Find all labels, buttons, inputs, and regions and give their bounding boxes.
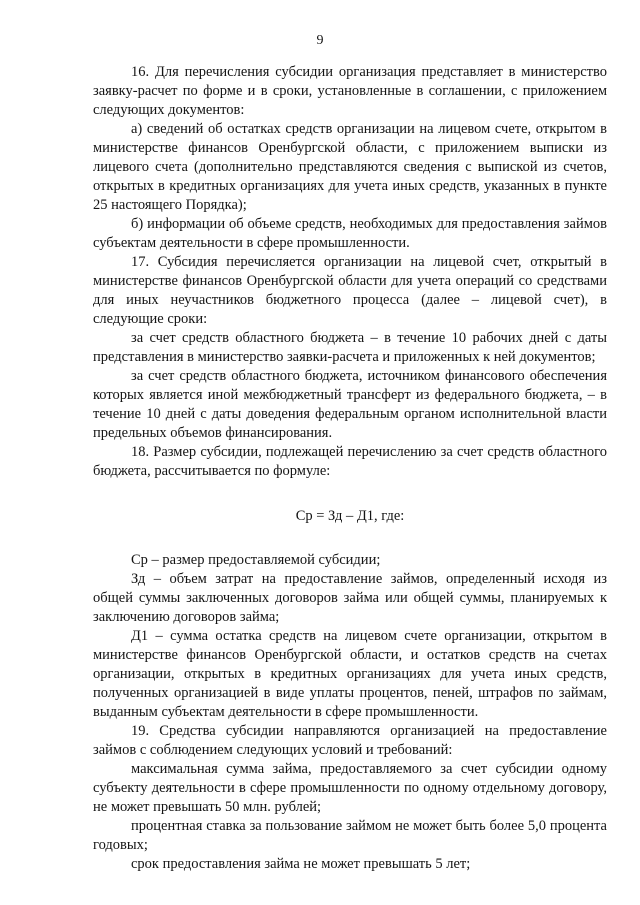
page-number: 9 bbox=[316, 33, 324, 48]
paragraph-17-term-1: за счет средств областного бюджета – в течение 10 рабочих дней с даты представления в министерство заявки-расчета и приложенных к ней документов; bbox=[93, 330, 607, 365]
paragraph-16-item-a: а) сведений об остатках средств организации на лицевом счете, открытом в министерстве финансов Оренбургской области, с приложением выписки из лицевого счета (дополнительно представляются сведения с выпиской из счетов, открытых в кредитных организациях для учета иных средств, указанных в пункте 25 настоящего Порядка); bbox=[93, 121, 607, 213]
condition-loan-term: срок предоставления займа не может превышать 5 лет; bbox=[131, 856, 471, 872]
paragraph-16-item-b: б) информации об объеме средств, необходимых для предоставления займов субъектам деятельности в сфере промышленности. bbox=[93, 216, 607, 251]
condition-interest-rate: процентная ставка за пользование займом не может быть более 5,0 процента годовых; bbox=[93, 818, 607, 853]
definition-d1: Д1 – сумма остатка средств на лицевом счете организации, открытом в министерстве финансов Оренбургской области, и остатков средств на счетах организации, открытых в кредитных организациях для учета иных средств, полученных организацией в виде уплаты процентов, пеней, штрафов по займам, выданным субъектам деятельности в сфере промышленности. bbox=[93, 628, 607, 720]
paragraph-18: 18. Размер субсидии, подлежащей перечислению за счет средств областного бюджета, рассчитывается по формуле: bbox=[93, 444, 607, 479]
document-body bbox=[93, 63, 607, 874]
paragraph-19: 19. Средства субсидии направляются организацией на предоставление займов с соблюдением следующих условий и требований: bbox=[93, 723, 607, 758]
definition-zd: Зд – объем затрат на предоставление займов, определенный исходя из общей суммы заключенных договоров займа или общей суммы, планируемых к заключению договоров займа; bbox=[93, 571, 607, 625]
paragraph-16: 16. Для перечисления субсидии организация представляет в министерство заявку-расчет по форме и в сроки, установленные в соглашении, с приложением следующих документов: bbox=[93, 64, 607, 118]
subsidy-formula: Ср = Зд – Д1, где: bbox=[295, 508, 405, 524]
paragraph-17: 17. Субсидия перечисляется организации на лицевой счет, открытый в министерстве финансов Оренбургской области для учета операций со средствами для иных неучастников бюджетного процесса (далее – лицевой счет), в следующие сроки: bbox=[93, 254, 607, 327]
paragraph-17-term-2: за счет средств областного бюджета, источником финансового обеспечения которых является иной межбюджетный трансферт из федерального бюджета, – в течение 10 дней с даты доведения федеральным органом исполнительной власти предельных объемов финансирования. bbox=[93, 368, 607, 441]
definition-sr: Ср – размер предоставляемой субсидии; bbox=[131, 552, 381, 568]
condition-max-loan: максимальная сумма займа, предоставляемого за счет субсидии одному субъекту деятельности в сфере промышленности по одному отдельному договору, не может превышать 50 млн. рублей; bbox=[93, 761, 607, 815]
